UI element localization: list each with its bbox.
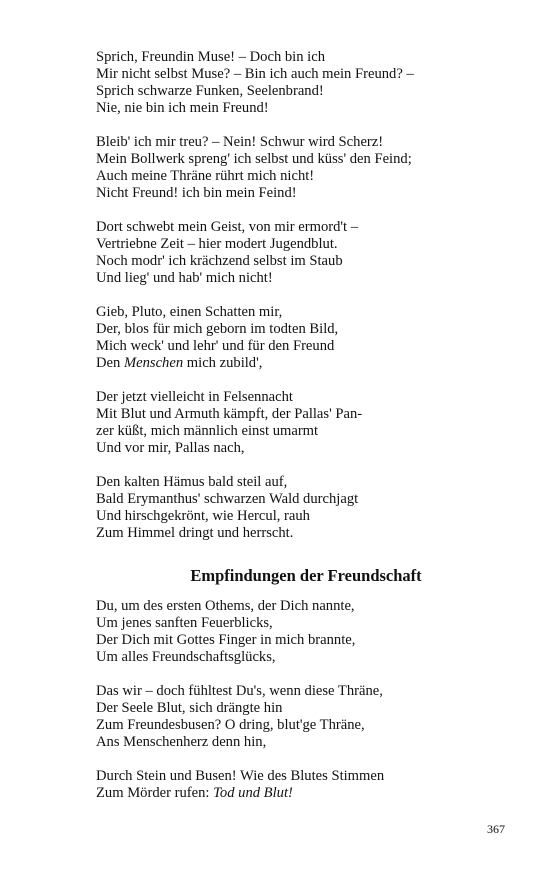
poem-line: Und vor mir, Pallas nach,	[96, 440, 245, 456]
poem-line-last	[96, 785, 516, 802]
italic-phrase: Tod und Blut!	[213, 785, 293, 801]
poem-line: Nicht Freund! ich bin mein Feind!	[96, 185, 297, 201]
poem-line: Zum Himmel dringt und herrscht.	[96, 525, 294, 541]
poem-line: Vertriebne Zeit – hier modert Jugendblut.	[96, 236, 338, 252]
poem1-stanza-6	[96, 474, 516, 542]
poem-line: Dort schwebt mein Geist, von mir ermord't –	[96, 219, 359, 235]
text-block	[96, 49, 516, 819]
line-text: mich zubild',	[183, 355, 263, 371]
poem-line: Der Dich mit Gottes Finger in mich brannte,	[96, 632, 356, 648]
poem2-stanza-2	[96, 683, 516, 751]
poem-line: Mich weck' und lehr' und für den Freund	[96, 338, 335, 354]
poem-line: Noch modr' ich krächzend selbst im Staub	[96, 253, 343, 269]
poem-line: Der jetzt vielleicht in Felsennacht	[96, 389, 293, 405]
poem-line: Sprich, Freundin Muse! – Doch bin ich	[96, 49, 326, 65]
poem-line: Bleib' ich mir treu? – Nein! Schwur wird Scherz!	[96, 134, 384, 150]
poem-line-menschen	[96, 355, 516, 372]
line-text: Den	[96, 355, 124, 371]
poem1-stanza-4	[96, 304, 516, 372]
poem-line: Der, blos für mich geborn im todten Bild,	[96, 321, 339, 337]
poem-title: Empfindungen der Freundschaft	[190, 566, 422, 585]
poem-line: Den kalten Hämus bald steil auf,	[96, 474, 288, 490]
poem1-stanza-5	[96, 389, 516, 457]
poem-line: Bald Erymanthus' schwarzen Wald durchjagt	[96, 491, 359, 507]
poem-line: Um alles Freundschaftsglücks,	[96, 649, 276, 665]
poem-line: Mit Blut und Armuth kämpft, der Pallas' Pan-	[96, 406, 363, 422]
poem-line: Durch Stein und Busen! Wie des Blutes Stimmen	[96, 768, 385, 784]
poem1-stanza-1	[96, 49, 516, 117]
poem-line: Du, um des ersten Othems, der Dich nannte,	[96, 598, 355, 614]
poem-line: Das wir – doch fühltest Du's, wenn diese Thräne,	[96, 683, 383, 699]
poem-line: zer küßt, mich männlich einst umarmt	[96, 423, 319, 439]
poem-line: Und lieg' und hab' mich nicht!	[96, 270, 273, 286]
poem-line: Mein Bollwerk spreng' ich selbst und küss' den Feind;	[96, 151, 412, 167]
poem-line: Der Seele Blut, sich drängte hin	[96, 700, 283, 716]
poem-line: Und hirschgekrönt, wie Hercul, rauh	[96, 508, 310, 524]
poem2-stanza-1	[96, 598, 516, 666]
poem-line: Nie, nie bin ich mein Freund!	[96, 100, 269, 116]
italic-word: Menschen	[123, 355, 184, 371]
poem-line: Zum Freundesbusen? O dring, blut'ge Thräne,	[96, 717, 365, 733]
poem1-stanza-2	[96, 134, 516, 202]
poem-line: Um jenes sanften Feuerblicks,	[96, 615, 273, 631]
poem-line: Gieb, Pluto, einen Schatten mir,	[96, 304, 283, 320]
page-number: 367	[487, 822, 505, 836]
poem2-stanza-3	[96, 768, 516, 802]
line-text: Zum Mörder rufen:	[96, 785, 214, 801]
poem-line: Sprich schwarze Funken, Seelenbrand!	[96, 83, 324, 99]
poem-line: Mir nicht selbst Muse? – Bin ich auch mein Freund? –	[96, 66, 414, 82]
poem-line: Ans Menschenherz denn hin,	[96, 734, 267, 750]
poem1-stanza-3	[96, 219, 516, 287]
poem-line: Auch meine Thräne rührt mich nicht!	[96, 168, 315, 184]
